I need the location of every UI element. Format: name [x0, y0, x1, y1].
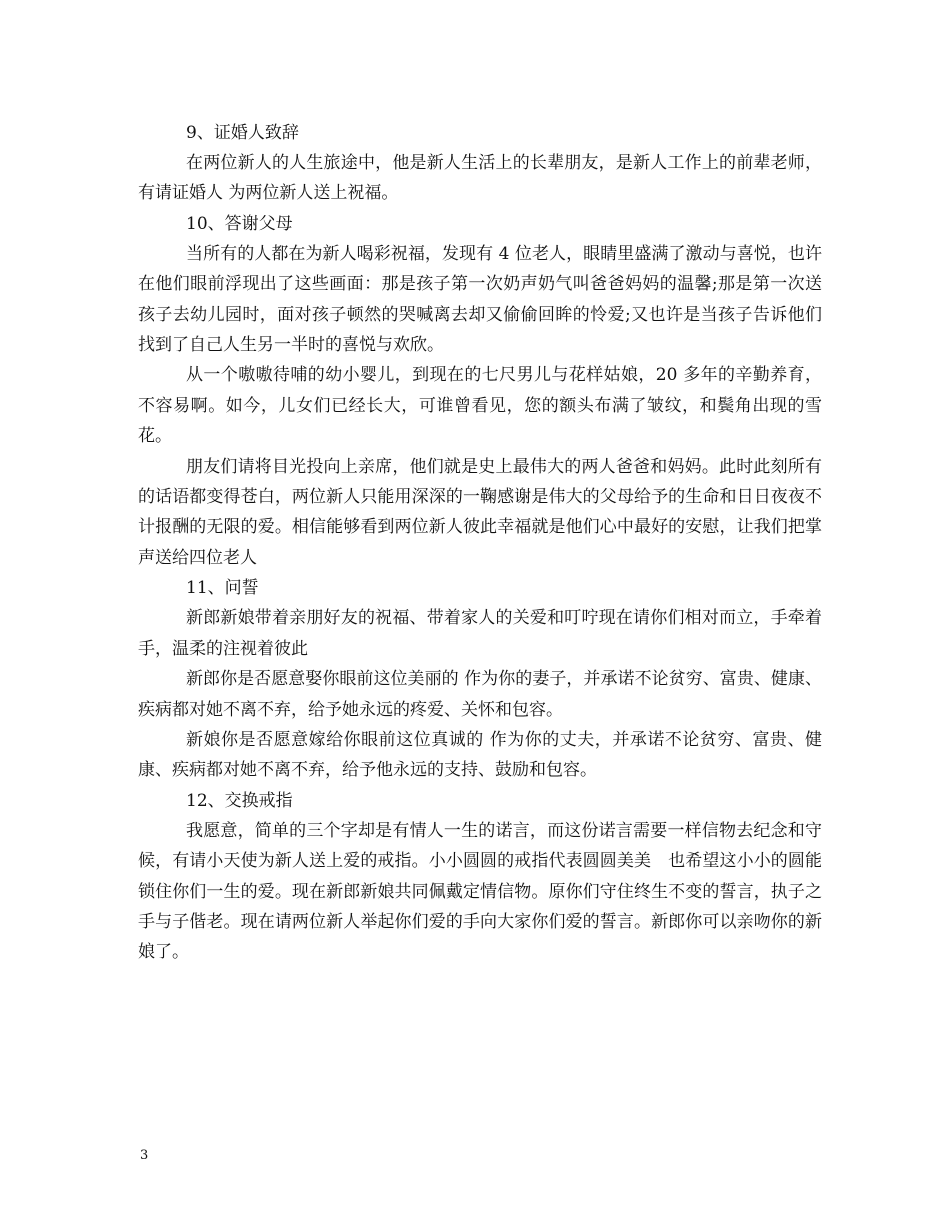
section-heading-9: 9、证婚人致辞 — [186, 123, 299, 143]
paragraph: 朋友们请将目光投向上亲席，他们就是史上最伟大的两人爸爸和妈妈。此时此刻所有的话语都变得苍白，两位新人只能用深深的一鞠感谢是伟大的父母给予的生命和日日夜夜不计报酬的无限的爱。相信能够看到两位新人彼此幸福就是他们心中最好的安慰，让我们把掌声送给四位老人 — [138, 456, 822, 568]
paragraph: 新郎你是否愿意娶你眼前这位美丽的 作为你的妻子，并承诺不论贫穷、富贵、健康、疾病都对她不离不弃，给予她永远的疼爱、关怀和包容。 — [138, 669, 822, 720]
paragraph: 从一个嗷嗷待哺的幼小婴儿，到现在的七尺男儿与花样姑娘，20 多年的辛勤养育，不容易啊。如今，儿女们已经长大，可谁曾看见，您的额头布满了皱纹，和鬓角出现的雪花。 — [138, 365, 822, 447]
page-number: 3 — [140, 1148, 149, 1163]
section-heading-10: 10、答谢父母 — [186, 213, 293, 234]
paragraph: 新郎新娘带着亲朋好友的祝福、带着家人的关爱和叮咛现在请你们相对而立，手牵着手，温柔的注视着彼此 — [138, 608, 822, 659]
document-body — [138, 118, 822, 968]
section-heading-12: 12、交换戒指 — [186, 790, 293, 811]
paragraph: 当所有的人都在为新人喝彩祝福，发现有 4 位老人，眼睛里盛满了激动与喜悦，也许在他们眼前浮现出了这些画面：那是孩子第一次奶声奶气叫爸爸妈妈的温馨;那是第一次送孩子去幼儿园时，面对孩子顿然的哭喊离去却又偷偷回眸的怜爱;又也许是当孩子告诉他们找到了自己人生另一半时的喜悦与欢欣。 — [138, 243, 822, 356]
paragraph: 新娘你是否愿意嫁给你眼前这位真诚的 作为你的丈夫，并承诺不论贫穷、富贵、健康、疾病都对她不离不弃，给予他永远的支持、鼓励和包容。 — [138, 729, 822, 781]
section-heading-11: 11、问誓 — [186, 578, 259, 599]
paragraph: 在两位新人的人生旅途中，他是新人生活上的长辈朋友，是新人工作上的前辈老师，有请证婚人 为两位新人送上祝福。 — [138, 153, 822, 204]
paragraph: 我愿意，简单的三个字却是有情人一生的诺言，而这份诺言需要一样信物去纪念和守候，有请小天使为新人送上爱的戒指。小小圆圆的戒指代表圆圆美美 也希望这小小的圆能锁住你们一生的爱。现在新郎新娘共同佩戴定情信物。原你们守住终生不变的誓言，执子之手与子偕老。现在请两位新人举起你们爱的手向大家你们爱的誓言。新郎你可以亲吻你的新娘了。 — [138, 820, 822, 963]
